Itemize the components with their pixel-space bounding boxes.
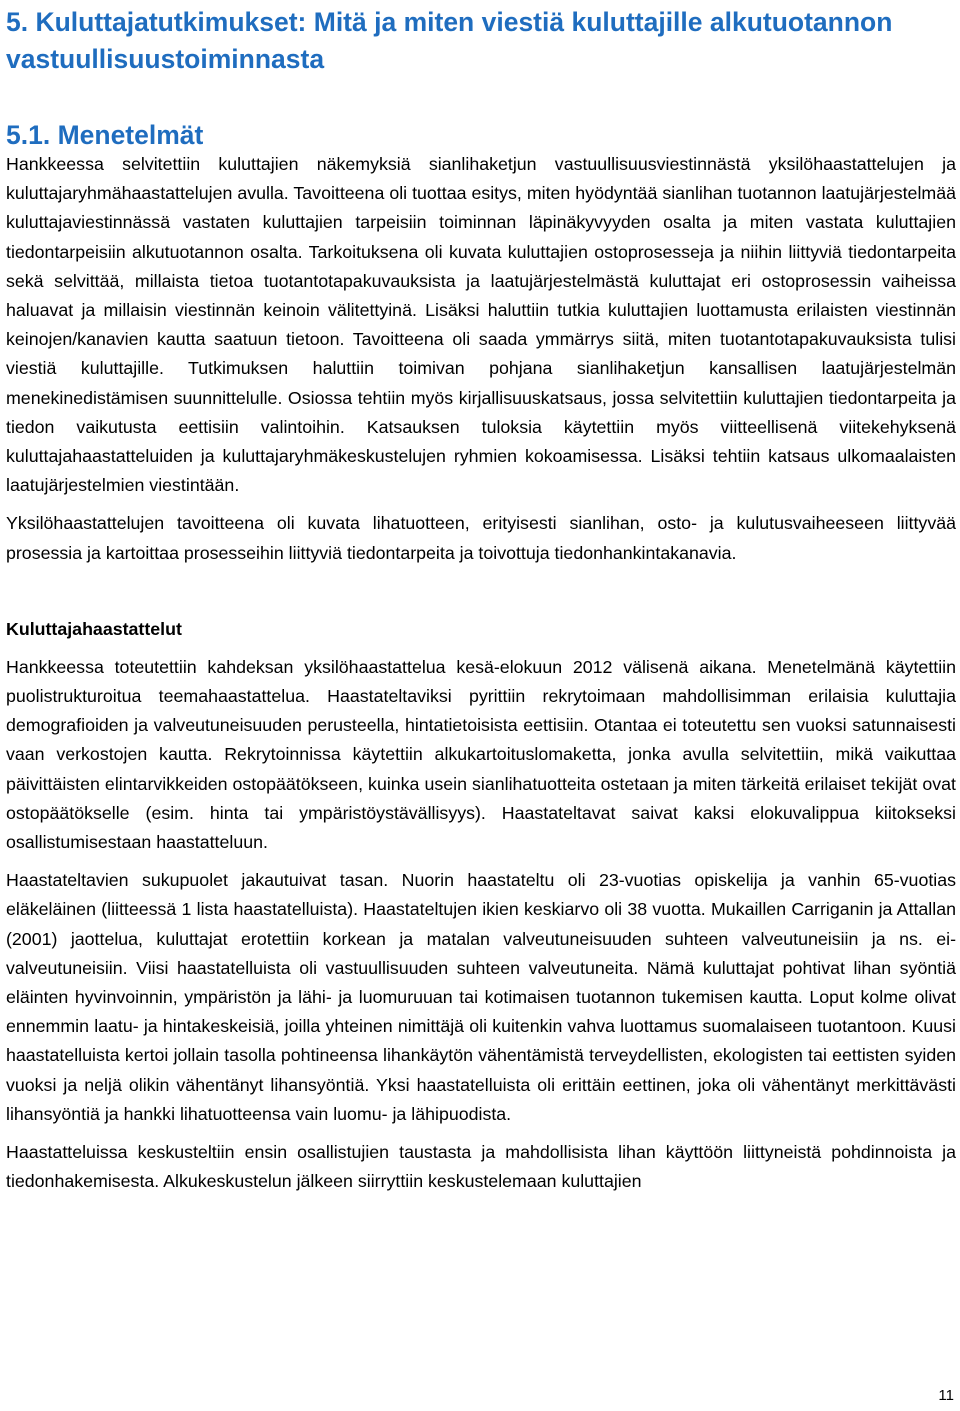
section-title: 5.1. Menetelmät <box>6 120 204 150</box>
subheading-consumer-interviews: Kuluttajahaastattelut <box>6 618 182 639</box>
interview-method-paragraph: Hankkeessa toteutettiin kahdeksan yksilöhaastattelua kesä-elokuun 2012 välisenä aikana. Menetelmänä käytettiin puolistrukturoitua teemahaastattelua. Haastateltaviksi pyrittiin rekrytoimaan mahdollisimman erilaisia kuluttajia demografioiden ja valveutuneisuuden perusteella, hintatietoisista eettisiin. Otantaa ei toteutettu sen vuoksi satunnaisesti vaan verkostojen kautta. Rekrytoinnissa käytettiin alkukartoituslomaketta, jonka avulla selvitettiin, mikä vaikuttaa päivittäisten elintarvikkeiden ostopäätökseen, kuinka usein sianlihatuotteita ostetaan ja miten tärkeitä erilaiset tekijät ovat ostopäätökselle (esim. hinta tai ympäristöystävällisyys). Haastateltavat saivat kaksi elokuvalippua kiitokseksi osallistumisestaan haastatteluun. <box>6 656 956 853</box>
chapter-title: 5. Kuluttajatutkimukset: Mitä ja miten viestiä kuluttajille alkutuotannon vastuullisuustoiminnasta <box>6 7 893 74</box>
page-number: 11 <box>938 1387 954 1404</box>
interview-discussion-paragraph: Haastatteluissa keskusteltiin ensin osallistujien taustasta ja mahdollisista lihan käyttöön liittyneistä pohdinnoista ja tiedonhakemisesta. Alkukeskustelun jälkeen siirryttiin keskustelemaan kuluttajien <box>6 1142 956 1192</box>
interviewee-profile-paragraph: Haastateltavien sukupuolet jakautuivat tasan. Nuorin haastateltu oli 23-vuotias opiskelija ja vanhin 65-vuotias eläkeläinen (liitteessä 1 lista haastatelluista). Haastateltujen ikien keskiarvo oli 38 vuotta. Mukaillen Carriganin ja Attallan (2001) jaottelua, kuluttajat erotettiin korkean ja matalan valveutuneisuuden suhteen valveutuneisiin ja ns. ei-valveutuneisiin. Viisi haastatelluista oli vastuullisuuden suhteen valveutuneita. Nämä kuluttajat pohtivat lihan syöntiä eläinten hyvinvoinnin, ympäristön ja lähi- ja luomuruuan tai kotimaisen tuotannon tukemisen kautta. Loput kolme olivat ennemmin laatu- ja hintakeskeisiä, joilla yhteinen nimittäjä oli kuitenkin vahva luottamus suomalaiseen tuotantoon. Kuusi haastatelluista kertoi jollain tasolla pohtineensa lihankäytön vähentämistä terveydellisten, ekologisten tai eettisten syiden vuoksi ja neljä olikin vähentänyt lihansyöntiä. Yksi haastatelluista oli erittäin eettinen, joka oli vähentänyt merkittävästi lihansyöntiä ja hankki lihatuotteensa vain luomu- ja lähipuodista. <box>6 870 956 1124</box>
document-page <box>6 0 956 1197</box>
interview-goal-paragraph: Yksilöhaastattelujen tavoitteena oli kuvata lihatuotteen, erityisesti sianlihan, osto- ja kulutusvaiheeseen liittyvää prosessia ja kartoittaa prosesseihin liittyviä tiedontarpeita ja toivottuja tiedonhankintakanavia. <box>6 513 956 563</box>
intro-paragraph: Hankkeessa selvitettiin kuluttajien näkemyksiä sianlihaketjun vastuullisuusviestinnästä yksilöhaastattelujen ja kuluttajaryhmähaastattelujen avulla. Tavoitteena oli tuottaa esitys, miten hyödyntää sianlihan tuotannon laatujärjestelmää kuluttajaviestinnässä vastaten kuluttajien tarpeisiin toiminnan läpinäkyvyyden osalta ja miten vastata kuluttajien tiedontarpeisiin alkutuotannon osalta. Tarkoituksena oli kuvata kuluttajien ostoprosesseja ja niihin liittyviä tiedontarpeita sekä selvittää, millaista tietoa tuotantotapakuvauksista ja laatujärjestelmästä kuluttajat eri ostoprosessin vaiheissa haluavat ja millaisin viestinnän keinoin välitettyinä. Lisäksi haluttiin tutkia kuluttajien luottamusta erilaisten viestinnän keinojen/kanavien kautta saatuun tietoon. Tavoitteena oli saada ymmärrys siitä, miten tuotantotapakuvauksista tulisi viestiä kuluttajille. Tutkimuksen haluttiin toimivan pohjana sianlihaketjun kansallisen laatujärjestelmän menekinedistämisen suunnittelulle. Osiossa tehtiin myös kirjallisuuskatsaus, jossa selvitettiin kuluttajien tiedontarpeita ja tiedon vaikutusta eettisiin valintoihin. Katsauksen tuloksia käytettiin myös viitteellisenä viitekehyksenä kuluttajahaastatteluiden ja kuluttajaryhmäkeskustelujen ryhmien kokoamisessa. Lisäksi tehtiin katsaus ulkomaalaisten laatujärjestelmien viestintään. <box>6 154 956 496</box>
